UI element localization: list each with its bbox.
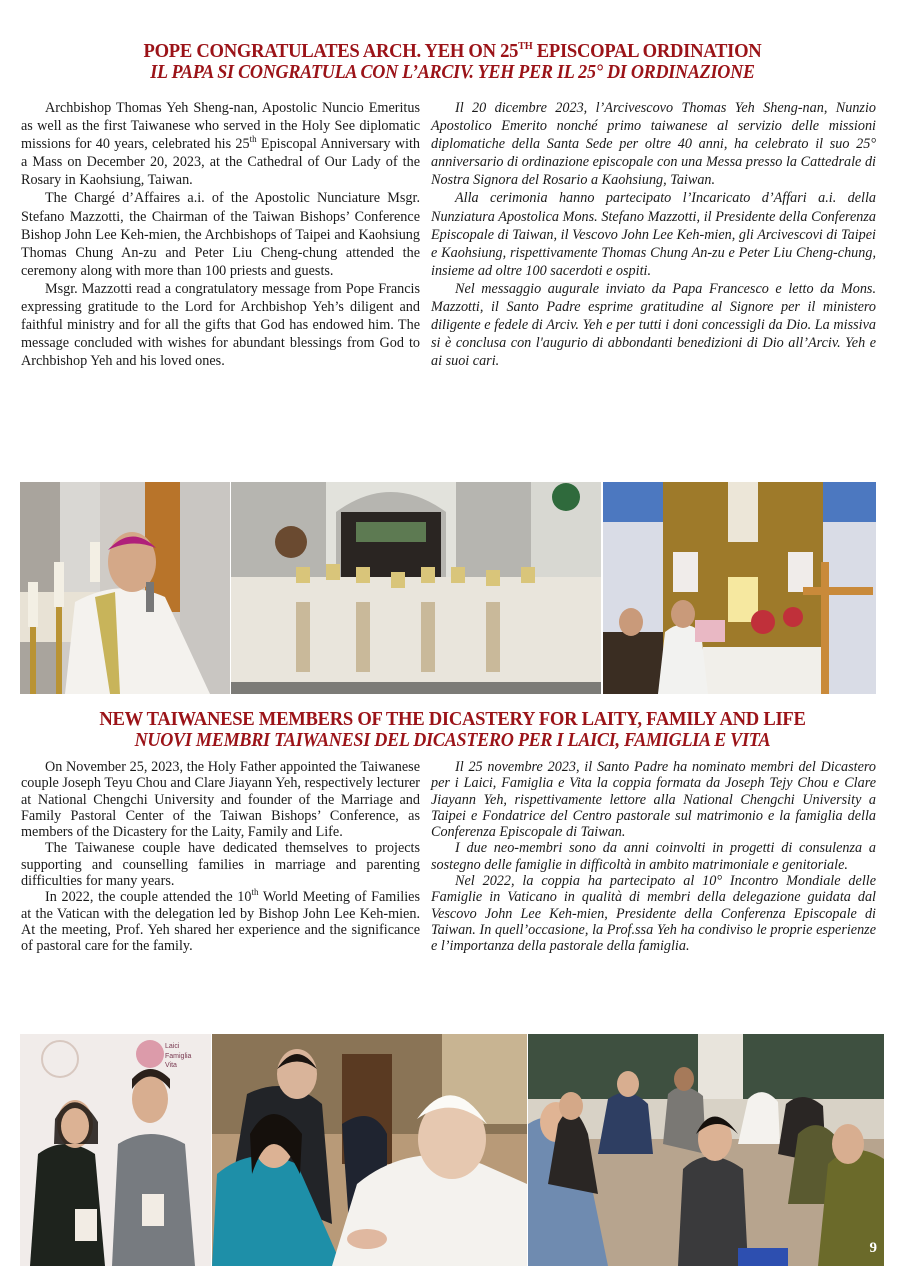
article1-title-it: IL PAPA SI CONGRATULA CON L’ARCIV. YEH PER IL 25° DI ORDINAZIONE — [150, 62, 755, 83]
paragraph: Archbishop Thomas Yeh Sheng-nan, Apostolic Nuncio Emeritus as well as the first Taiwanese who served in the Holy See diplomatic missions for 40 years, celebrated his 25th Episcopal Anniversary with a Mass on December 20, 2023, at the Cathedral of Our Lady of the Rosary in Kaohsiung, Taiwan. — [21, 100, 421, 189]
paragraph: On November 25, 2023, the Holy Father appointed the Taiwanese couple Joseph Teyu Chou and Clare Jiayann Yeh, respectively lecturer at National Chengchi University and founder of the Marriage and Family Pastoral Center of the Taiwan Bishops’ Conference, as members of the Dicastery for the Laity, Family and Life. — [21, 759, 420, 841]
paragraph: The Taiwanese couple have dedicated themselves to projects supporting and counselling families in marriage and parenting difficulties for many years. — [21, 840, 420, 890]
paragraph: Il 20 dicembre 2023, l’Arcivescovo Thomas Yeh Sheng-nan, Nunzio Apostolico Emerito nonché primo taiwanese al servizio delle missioni diplomatiche della Santa Sede per oltre 40 anni, ha celebrato il suo 25° anniversario di ordinazione episcopale con una Messa presso la Cattedrale di Nostra Signora del Rosario a Kaohsiung, Taiwan. — [431, 100, 876, 189]
paragraph: Msgr. Mazzotti read a congratulatory message from Pope Francis expressing gratitude to the Lord for Archbishop Yeh’s diligent and faithful ministry and for all the gifts that God has endowed him. The message concluded with wishes for abundant blessings from God to Archbishop Yeh and his loved ones. — [21, 280, 420, 370]
paragraph: The Chargé d’Affaires a.i. of the Apostolic Nunciature Msgr. Stefano Mazzotti, the Chairman of the Taiwan Bishops’ Conference Bishop John Lee Keh-mien, the Archbishops of Taipei and Kaohsiung Thomas Chung An-zu and Peter Liu Cheng-chung attended the ceremony along with more than 100 priests and guests. — [21, 190, 420, 279]
svg-text:Vita: Vita — [165, 1062, 177, 1069]
article2-title — [0, 708, 905, 752]
paragraph: Alla cerimonia hanno partecipato l’Incaricato d’Affari a.i. della Nunziatura Apostolica Mons. Stefano Mazzotti, il Presidente della Conferenza Episcopale di Taiwan, il Vescovo John Lee Keh-mien, gli Arcivescovi di Taipei e Kaohsiung, rispettivamente Thomas Chung An-zu e Peter Liu Cheng-chung, insieme ad oltre 100 sacerdoti e ospiti. — [431, 190, 876, 279]
discussion-circle-photo — [528, 1034, 884, 1266]
article1-title-en: POPE CONGRATULATES ARCH. YEH ON 25TH EPISCOPAL ORDINATION — [143, 40, 762, 62]
page-number: 9 — [869, 1240, 877, 1256]
article1-english-column — [21, 99, 420, 370]
meeting-pope-photo — [212, 1034, 527, 1266]
article2-italian-column — [431, 759, 876, 955]
cathedral-altar-photo — [603, 482, 876, 694]
paragraph: In 2022, the couple attended the 10th World Meeting of Families at the Vatican with the delegation led by Bishop John Lee Keh-mien. At the meeting, Prof. Yeh shared her experience and the significance of pastoral care for the family. — [21, 887, 420, 955]
group-clergy-photo — [231, 482, 601, 694]
article2-title-en: NEW TAIWANESE MEMBERS OF THE DICASTERY FOR LAITY, FAMILY AND LIFE — [99, 708, 806, 730]
article2-english-column — [21, 759, 420, 955]
paragraph: Il 25 novembre 2023, il Santo Padre ha nominato membri del Dicastero per i Laici, Famiglia e Vita la coppia formata da Joseph Tejy Chou e Clare Jiayann Yeh, rispettivamente lettore alla National Chengchi University a Taipei e Fondatrice del Centro pastorale sul matrimonio e la famiglia della Conferenza Episcopale di Taiwan. — [431, 759, 876, 841]
svg-text:Laici: Laici — [165, 1043, 180, 1050]
article2-title-it: NUOVI MEMBRI TAIWANESI DEL DICASTERO PER I LAICI, FAMIGLIA E VITA — [134, 730, 771, 751]
archbishop-speaking-photo — [20, 482, 230, 694]
article1-title — [0, 40, 905, 84]
article1-italian-column — [431, 99, 876, 370]
paragraph: Nel messaggio augurale inviato da Papa Francesco e letto da Mons. Mazzotti, il Santo Padre esprime gratitudine al Signore per il ministero diligente e fedele di Arciv. Yeh e per tutti i doni concessigli da Dio. La missiva si è conclusa con l'augurio di abbondanti benedizioni di Dio all’Arciv. Yeh e ai suoi cari. — [431, 280, 876, 370]
svg-text:Famiglia: Famiglia — [165, 1053, 192, 1060]
paragraph: Nel 2022, la coppia ha partecipato al 10° Incontro Mondiale delle Famiglie in Vaticano in qualità di membri della delegazione guidata dal Vescovo John Lee Keh-mien, Presidente della Conferenza Episcopale di Taiwan. In quell’occasione, la Prof.ssa Yeh ha condiviso le proprie esperienze e l’importanza della pastorale della famiglia. — [431, 873, 876, 955]
couple-at-event-photo — [20, 1034, 211, 1266]
paragraph: I due neo-membri sono da anni coinvolti in progetti di consulenza a sostegno delle famiglie in difficoltà in ambito matrimoniale e genitoriale. — [431, 840, 876, 873]
